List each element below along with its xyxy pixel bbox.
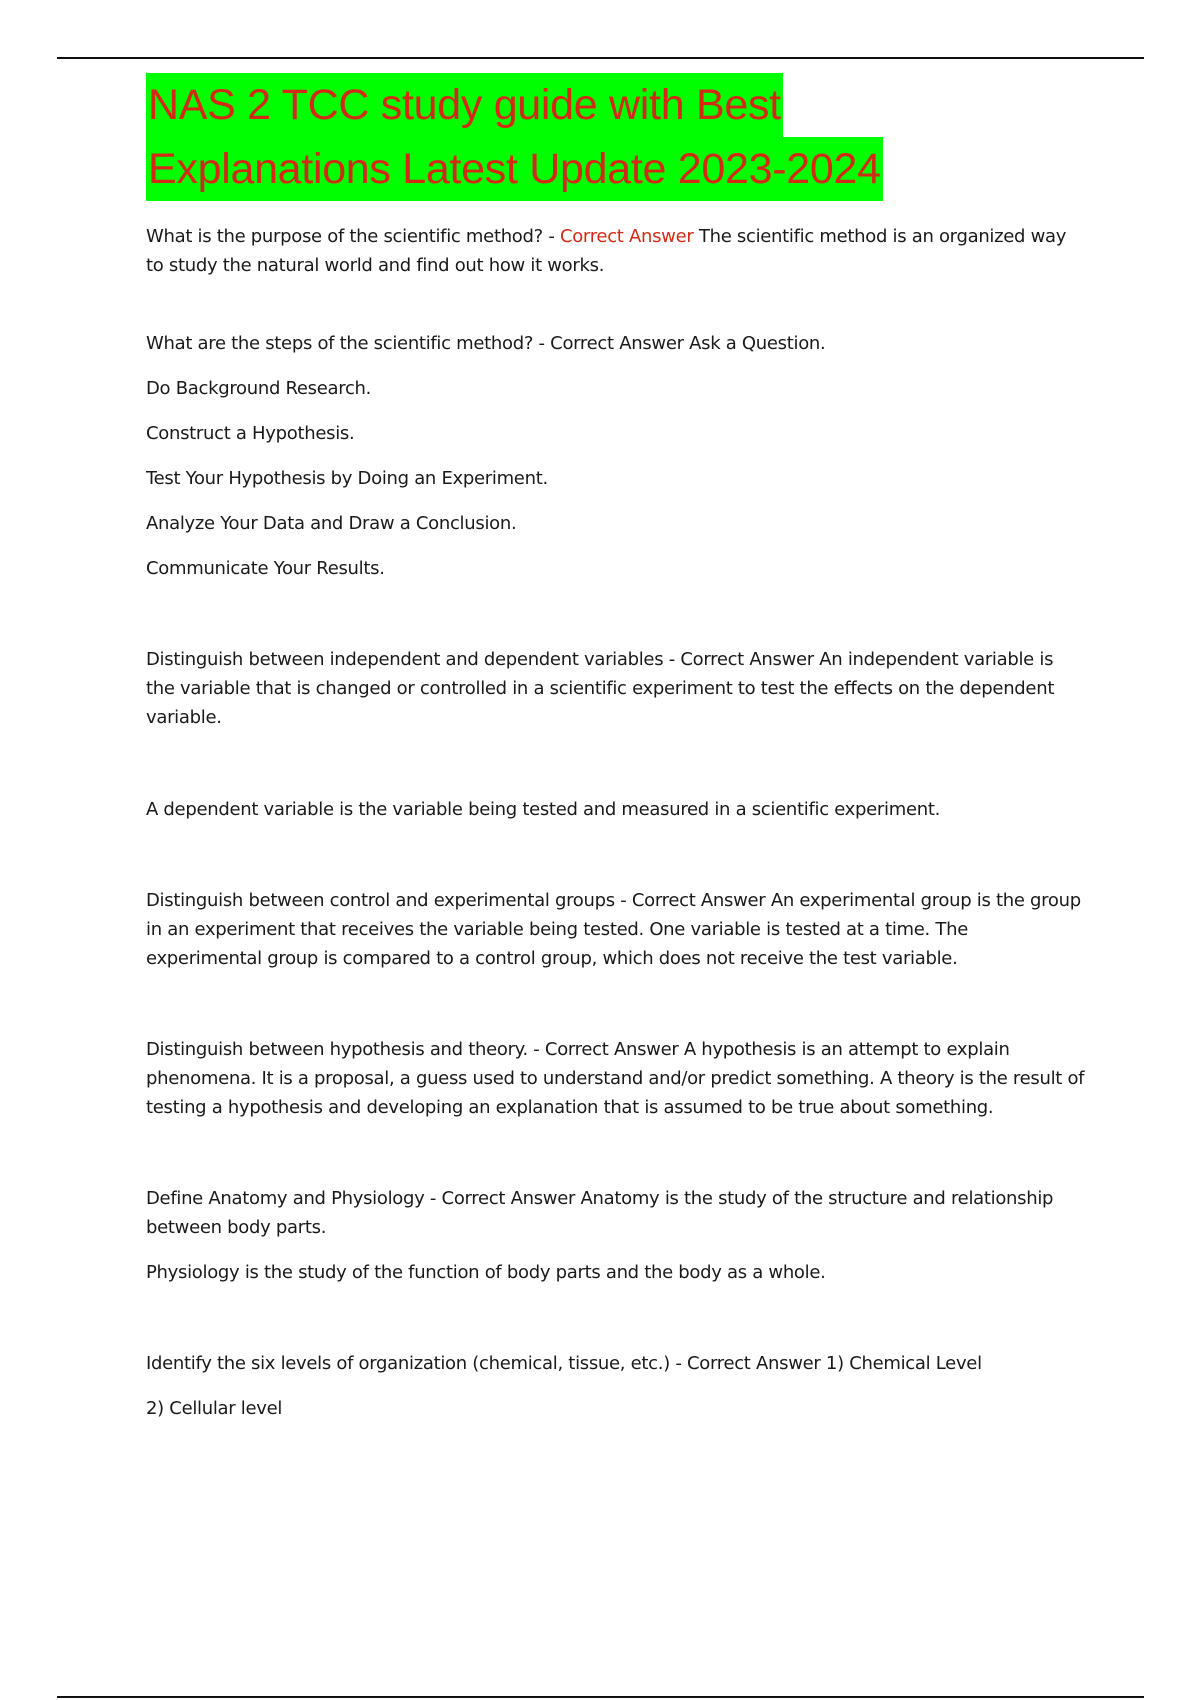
bottom-rule (57, 1696, 1144, 1698)
answer-text: An independent variable is the variable that is changed or controlled in a scientific experiment to test the effects on the dependent variable. (146, 649, 1055, 728)
question-text: Distinguish between hypothesis and theory. (146, 1039, 528, 1060)
top-rule (57, 57, 1144, 59)
step-line: Communicate Your Results. (146, 558, 385, 579)
qa-entry-purpose: What is the purpose of the scientific method? - Correct Answer The scientific method is an organized way to study the natural world and find out how it works. (146, 226, 1067, 276)
step-line: Analyze Your Data and Draw a Conclusion. (146, 513, 517, 534)
correct-answer-label: Correct Answer (680, 649, 814, 670)
title-line-1: NAS 2 TCC study guide with Best (146, 73, 783, 137)
question-text: What are the steps of the scientific method? (146, 333, 534, 354)
question-text: Define Anatomy and Physiology (146, 1188, 425, 1209)
step-line: Test Your Hypothesis by Doing an Experiment. (146, 468, 548, 489)
answer-text: The scientific method is an organized way to study the natural world and find out how it works. (146, 226, 1067, 276)
answer-text: An experimental group is the group in an experiment that receives the variable being tested. One variable is tested at a time. The experimental group is compared to a control group, which does not receive the test variable. (146, 890, 1081, 969)
correct-answer-label: Correct Answer (686, 1353, 821, 1374)
question-text: Distinguish between control and experimental groups (146, 890, 615, 911)
question-text: Identify the six levels of organization (chemical, tissue, etc.) (146, 1353, 670, 1374)
answer-continuation: A dependent variable is the variable being tested and measured in a scientific experiment. (146, 799, 941, 820)
qa-entry-levels: Identify the six levels of organization (chemical, tissue, etc.) - Correct Answer 1) Chemical Level (146, 1353, 982, 1374)
correct-answer-label: Correct Answer (559, 226, 694, 247)
answer-text: A hypothesis is an attempt to explain phenomena. It is a proposal, a guess used to understand and/or predict something. A theory is the result of testing a hypothesis and developing an explanation that is assumed to be true about something. (146, 1039, 1085, 1118)
step-line: Do Background Research. (146, 378, 372, 399)
document-page (146, 73, 1086, 1423)
correct-answer-label: Correct Answer (441, 1188, 576, 1209)
qa-entry-hypothesis-theory: Distinguish between hypothesis and theory. - Correct Answer A hypothesis is an attempt to explain phenomena. It is a proposal, a guess used to understand and/or predict something. A theory is the result of testing a hypothesis and developing an explanation that is assumed to be true about something. (146, 1039, 1085, 1118)
qa-entry-variables: Distinguish between independent and dependent variables - Correct Answer An independent variable is the variable that is changed or controlled in a scientific experiment to test the effects on the dependent variable. (146, 649, 1055, 728)
qa-entry-anatomy-physiology: Define Anatomy and Physiology - Correct Answer Anatomy is the study of the structure and relationship between body parts. (146, 1188, 1054, 1238)
correct-answer-label: Correct Answer (544, 1039, 679, 1060)
correct-answer-label: Correct Answer (631, 890, 766, 911)
question-text: Distinguish between independent and dependent variables (146, 649, 664, 670)
qa-entry-groups: Distinguish between control and experimental groups - Correct Answer An experimental group is the group in an experiment that receives the variable being tested. One variable is tested at a time. The experimental group is compared to a control group, which does not receive the test variable. (146, 890, 1081, 969)
title-line-2: Explanations Latest Update 2023-2024 (146, 137, 883, 201)
answer-text: 1) Chemical Level (825, 1353, 982, 1374)
question-text: What is the purpose of the scientific method? (146, 226, 543, 247)
document-title (146, 73, 1086, 201)
qa-entry-steps: What are the steps of the scientific method? - Correct Answer Ask a Question. (146, 333, 826, 354)
answer-text: Ask a Question. (689, 333, 826, 354)
correct-answer-label: Correct Answer (550, 333, 684, 354)
answer-text: Anatomy is the study of the structure and relationship between body parts. (146, 1188, 1054, 1238)
step-line: Construct a Hypothesis. (146, 423, 355, 444)
answer-continuation: Physiology is the study of the function of body parts and the body as a whole. (146, 1262, 826, 1283)
answer-continuation: 2) Cellular level (146, 1398, 283, 1419)
